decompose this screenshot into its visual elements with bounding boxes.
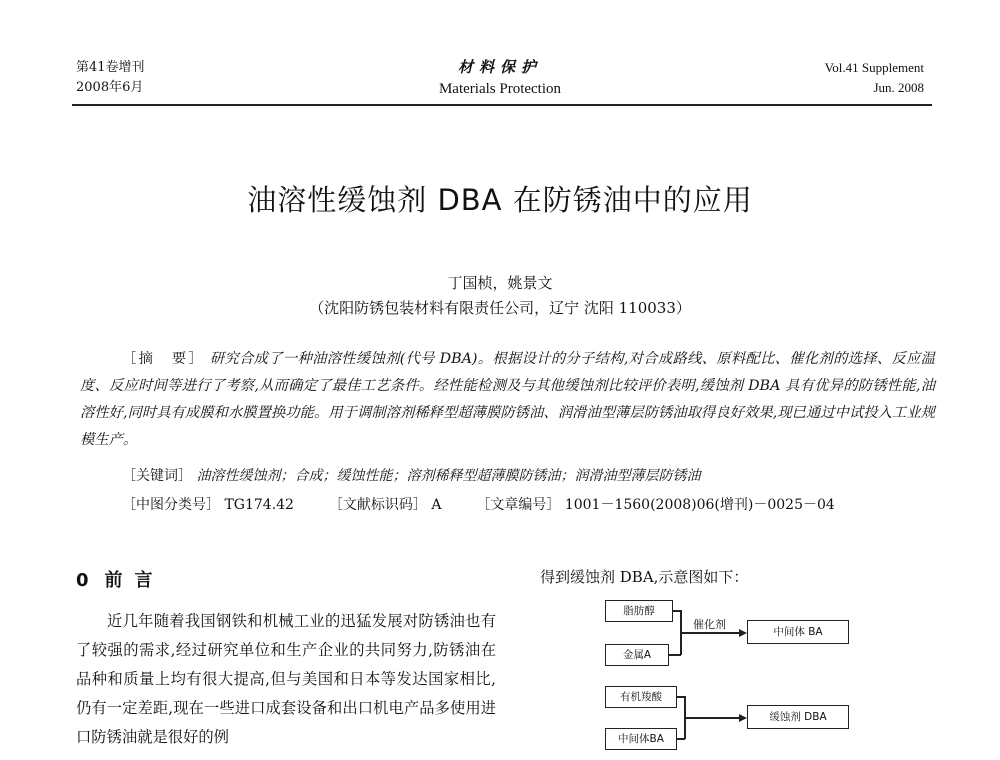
header-left bbox=[76, 58, 145, 98]
diagram-caption: 得到缓蚀剂 DBA,示意图如下： bbox=[540, 568, 749, 586]
abstract-label: ［摘 要］ bbox=[122, 351, 206, 367]
box-fatty-alcohol: 脂肪醇 bbox=[605, 600, 673, 622]
date-label-en: Jun. 2008 bbox=[873, 80, 924, 95]
journal-name-cn: 材料保护 bbox=[457, 58, 542, 76]
section-title: 前言 bbox=[104, 570, 165, 591]
clc-value: TG174.42 bbox=[224, 497, 294, 513]
doc-code-value: A bbox=[431, 497, 442, 513]
keywords-label: ［关键词］ bbox=[122, 468, 192, 484]
volume-label-en: Vol.41 Supplement bbox=[824, 60, 924, 75]
header-center bbox=[350, 56, 650, 100]
affiliation: （沈阳防锈包装材料有限责任公司，辽宁 沈阳 110033） bbox=[309, 299, 691, 317]
abstract-text: 研究合成了一种油溶性缓蚀剂(代号 DBA)。根据设计的分子结构,对合成路线、原料配比、催化剂的选择、反应温度、反应时间等进行了考察,从而确定了最佳工艺条件。经性能检测及与其他缓蚀剂比较评价表明,缓蚀剂 DBA 具有优异的防锈性能,油溶性好,同时具有成膜和水膜置换功能。用于调制溶剂稀释型超薄膜防锈油、润滑油型薄层防锈油取得良好效果,现已通过中试投入工业规模生产。 bbox=[80, 351, 936, 448]
arrow-right-icon bbox=[739, 629, 747, 637]
keywords-text: 油溶性缓蚀剂；合成；缓蚀性能；溶剂稀释型超薄膜防锈油；润滑油型薄层防锈油 bbox=[196, 468, 701, 484]
box-organic-acid: 有机羧酸 bbox=[605, 686, 677, 708]
clc-label: ［中图分类号］ bbox=[122, 497, 220, 513]
volume-label: 第41卷增刊 bbox=[76, 60, 145, 75]
catalyst-label: 催化剂 bbox=[693, 618, 726, 631]
article-number-label: ［文章编号］ bbox=[476, 497, 561, 513]
box-product-dba: 缓蚀剂 DBA bbox=[747, 705, 849, 729]
body-paragraph: 近几年随着我国钢铁和机械工业的迅猛发展对防锈油也有了较强的需求,经过研究单位和生产企业的共同努力,防锈油在品种和质量上均有很大提高,但与美国和日本等发达国家相比,仍有一定差距,现在一些进口成套设备和出口机电产品多使用进口防锈油就是很好的例 bbox=[76, 612, 496, 746]
article-number-value: 1001－1560(2008)06(增刊)－0025－04 bbox=[564, 497, 835, 513]
date-label: 2008年6月 bbox=[76, 80, 144, 95]
section-number: 0 bbox=[76, 570, 89, 591]
journal-name-en: Materials Protection bbox=[438, 81, 562, 97]
arrow-right-icon bbox=[739, 714, 747, 722]
keywords bbox=[122, 465, 700, 487]
paper-title: 油溶性缓蚀剂 DBA 在防锈油中的应用 bbox=[247, 183, 753, 217]
header-right bbox=[825, 58, 924, 98]
authors: 丁国桢，姚景文 bbox=[447, 274, 553, 292]
connector bbox=[685, 717, 741, 719]
connector bbox=[681, 632, 741, 634]
synthesis-diagram bbox=[605, 598, 895, 760]
box-metal-a: 金属A bbox=[605, 644, 669, 666]
box-intermediate-ba: 中间体BA bbox=[605, 728, 677, 750]
section-heading bbox=[76, 566, 165, 592]
classification-line bbox=[122, 494, 835, 516]
header-rule bbox=[72, 104, 932, 106]
abstract bbox=[80, 346, 935, 454]
box-intermediate: 中间体 BA bbox=[747, 620, 849, 644]
doc-code-label: ［文献标识码］ bbox=[328, 497, 427, 513]
